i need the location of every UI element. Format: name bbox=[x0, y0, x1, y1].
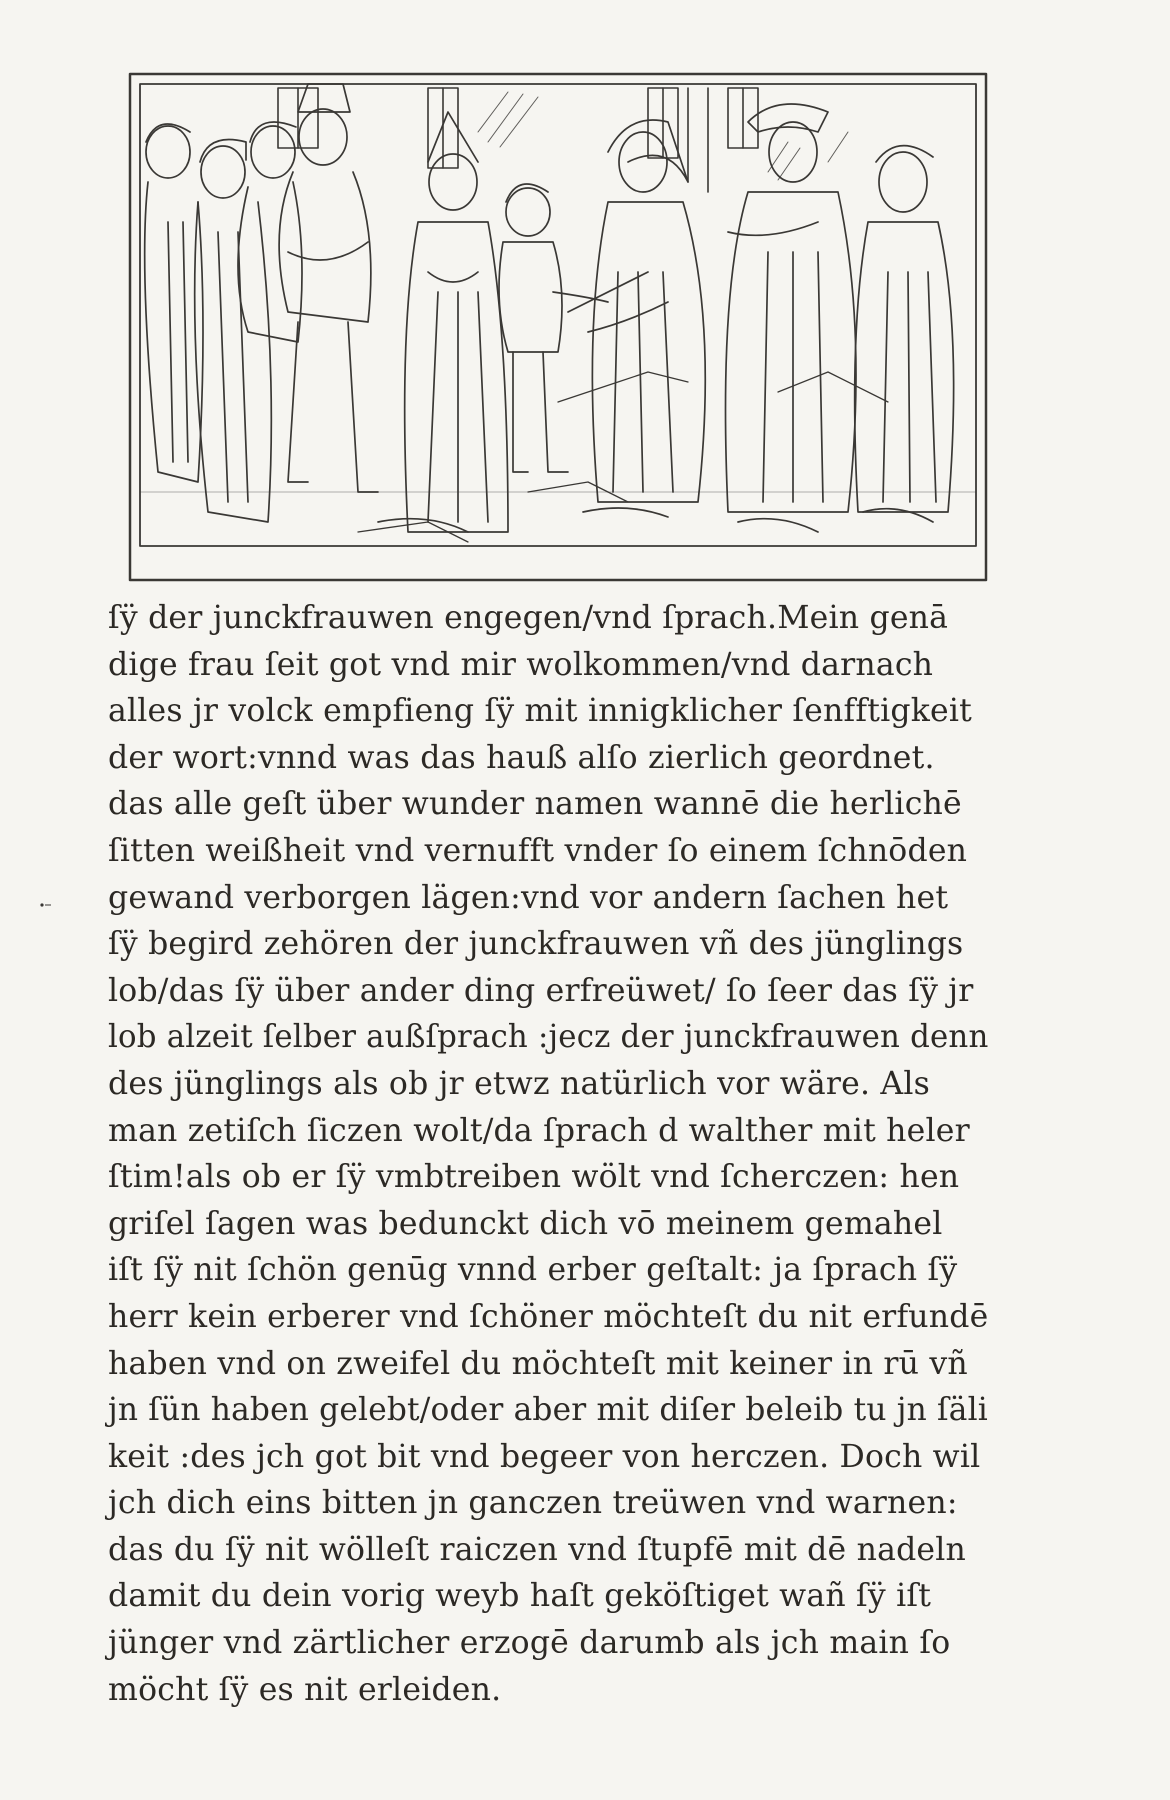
text-line: ſtim!als ob er ſÿ vmbtreiben wölt vnd ſcherczen: hen bbox=[108, 1159, 960, 1196]
text-line: jünger vnd zärtlicher erzogē darumb als jch main ſo bbox=[108, 1625, 951, 1662]
text-line: ſÿ der junckfrauwen engegen/vnd ſprach.Mein genā bbox=[108, 600, 949, 636]
text-line: des jünglings als ob jr etwz natürlich vor wäre. Als bbox=[108, 1065, 931, 1102]
floor bbox=[140, 372, 976, 542]
text-line: ſitten weißheit vnd vernufft vnder ſo einem ſchnōden bbox=[108, 832, 968, 869]
figure-far-right bbox=[855, 146, 954, 522]
text-line: man zetiſch ſiczen wolt/da ſprach d walther mit heler bbox=[108, 1112, 970, 1149]
text-line: griſel ſagen was bedunckt dich vō meinem gemahel bbox=[108, 1205, 943, 1242]
text-line: jch dich eins bitten jn ganczen treüwen vnd warnen: bbox=[108, 1485, 958, 1522]
figures-left bbox=[145, 84, 378, 522]
figure-welcoming-woman bbox=[568, 120, 705, 517]
text-line: dige frau ſeit got vnd mir wolkommen/vnd darnach bbox=[108, 646, 934, 683]
text-line: lob/das ſÿ über ander ding erfreüwet/ ſo ſeer das ſÿ jr bbox=[108, 972, 974, 1009]
body-text bbox=[108, 595, 988, 1713]
inner-frame bbox=[140, 84, 976, 546]
text-line: möcht ſÿ es nit erleiden. bbox=[108, 1671, 502, 1708]
text-line: jn ſün haben gelebt/oder aber mit diſer beleib tu jn ſäli bbox=[108, 1392, 988, 1429]
text-line: haben vnd on zweifel du möchteſt mit keiner in rū vñ bbox=[108, 1345, 968, 1382]
ink-speck bbox=[38, 895, 52, 905]
text-line: gewand verborgen lägen:vnd vor andern ſachen het bbox=[108, 879, 949, 916]
text-line: damit du dein vorig weyb haſt geköſtiget wañ ſÿ iſt bbox=[108, 1578, 932, 1615]
text-line: das du ſÿ nit wölleſt raiczen vnd ſtupfē mit dē nadeln bbox=[108, 1531, 967, 1568]
text-line: ſÿ begird zehören der junckfrauwen vñ des jünglings bbox=[108, 926, 964, 963]
text-line: lob alzeit ſelber außſprach :jecz der junckfrauwen denn bbox=[108, 1019, 989, 1056]
figure-right-man bbox=[726, 104, 857, 532]
text-line: herr kein erberer vnd ſchöner möchteſt du nit erfundē bbox=[108, 1298, 989, 1335]
text-line: keit :des jch got bit vnd begeer von herczen. Doch wil bbox=[108, 1438, 981, 1475]
figure-center-woman bbox=[378, 112, 508, 532]
text-line: der wort:vnnd was das hauß alſo zierlich geordnet. bbox=[108, 739, 935, 776]
text-line: alles jr volck empfieng ſÿ mit innigklicher ſenfftigkeit bbox=[108, 693, 972, 730]
text-line: iſt ſÿ nit ſchön genūg vnnd erber geſtalt: ja ſprach ſÿ bbox=[108, 1252, 958, 1289]
text-line: das alle geſt über wunder namen wannē die herlichē bbox=[108, 786, 962, 823]
woodcut-illustration bbox=[128, 72, 988, 582]
figure-child bbox=[499, 184, 608, 472]
